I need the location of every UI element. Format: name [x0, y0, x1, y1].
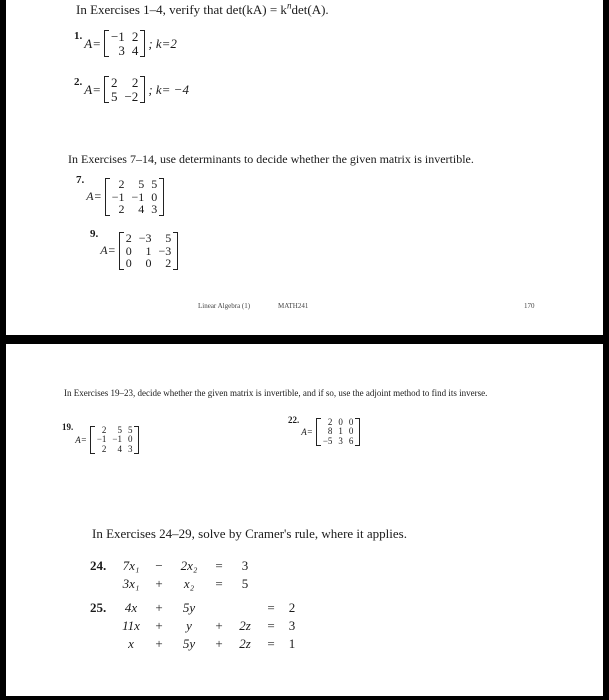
- page-number: 170: [524, 302, 535, 310]
- matrix-cell: 5: [110, 88, 118, 104]
- matrix-variable: A=: [84, 35, 101, 51]
- matrix-variable: A=: [86, 189, 102, 204]
- matrix-cell: 4: [138, 202, 145, 217]
- matrix-variable: A=: [75, 435, 87, 446]
- exercise-label: 1.: [74, 29, 83, 42]
- exercise-7: [76, 173, 167, 217]
- exercise-2: [74, 76, 189, 103]
- equation-term: 2z: [239, 636, 251, 651]
- equation-constant: 3: [241, 558, 249, 573]
- matrix: [104, 30, 145, 57]
- matrix-cell: 0: [338, 417, 343, 427]
- equation-term: x₂: [183, 576, 195, 591]
- k-value: ; k=2: [148, 35, 177, 51]
- exercise-1: [74, 30, 177, 57]
- matrix-cell: 2: [101, 425, 107, 435]
- equation-equals: =: [215, 576, 223, 591]
- instruction-tail: det(A).: [291, 2, 329, 17]
- matrix: [104, 76, 145, 103]
- instruction-exercises-1-4: [76, 2, 329, 18]
- equation-term: 2x₂: [180, 558, 198, 573]
- equation-constant: 1: [288, 636, 296, 651]
- matrix: [119, 232, 179, 270]
- matrix-cell: −2: [124, 88, 139, 104]
- exercise-label: 7.: [76, 173, 85, 186]
- textbook-page-bottom: [6, 344, 603, 696]
- equation-constant: 5: [241, 576, 249, 591]
- matrix-cell: 0: [127, 434, 133, 445]
- matrix-variable: A=: [100, 243, 116, 258]
- matrix-cell: −1: [111, 189, 125, 204]
- equation-term: 5y: [182, 636, 196, 651]
- matrix-variable: A=: [301, 427, 313, 438]
- matrix-cell: 0: [348, 426, 354, 437]
- k-value: ; k= −4: [148, 81, 189, 97]
- matrix-cell: 8: [327, 426, 333, 437]
- equation-operator: +: [155, 576, 163, 591]
- equation-operator: +: [155, 600, 163, 615]
- exercise-label: 2.: [74, 75, 83, 88]
- matrix: [105, 178, 165, 216]
- equation-term: 5y: [182, 600, 196, 615]
- exercise-label: 22.: [288, 415, 300, 426]
- equation-operator: +: [155, 618, 163, 633]
- equation-term: 7x₁: [122, 558, 140, 573]
- equation-term: 3x₁: [122, 576, 140, 591]
- matrix-cell: 1: [145, 243, 152, 258]
- exercise-22: [288, 415, 363, 446]
- matrix-cell: 1: [338, 426, 343, 437]
- matrix-cell: 2: [101, 443, 107, 454]
- matrix-cell: 2: [118, 202, 125, 217]
- matrix-cell: 0: [145, 256, 152, 271]
- instruction-exercises-24-29: In Exercises 24–29, solve by Cramer's rule, where it applies.: [92, 526, 407, 541]
- matrix-cell: 5: [138, 177, 145, 191]
- equation-equals: =: [267, 618, 275, 633]
- matrix-cell: 3: [118, 42, 125, 58]
- footer-course-name: Linear Algebra (1): [198, 302, 251, 310]
- matrix-cell: −3: [158, 243, 172, 258]
- instruction-text: In Exercises 1–4, verify that det(kA) = k: [76, 2, 287, 17]
- matrix-cell: −1: [112, 434, 122, 445]
- textbook-page-top: [6, 0, 603, 335]
- matrix-cell: 6: [348, 435, 354, 446]
- matrix: [90, 426, 140, 454]
- matrix-cell: 2: [118, 177, 125, 191]
- matrix-cell: 2: [131, 75, 139, 90]
- equation-term: y: [186, 618, 192, 633]
- equation-constant: 2: [288, 600, 296, 615]
- matrix-cell: −5: [322, 435, 333, 446]
- equation-term: 11x: [122, 618, 140, 633]
- matrix-cell: 0: [151, 189, 158, 204]
- equation-operator: +: [155, 636, 163, 651]
- exercise-label: 24.: [90, 558, 107, 573]
- matrix-cell: 3: [151, 202, 158, 217]
- equation-term: x: [128, 636, 134, 651]
- exercise-9: [90, 227, 181, 271]
- exercise-label: 25.: [90, 600, 107, 615]
- equation-operator: +: [215, 636, 223, 651]
- matrix-cell: 4: [131, 42, 139, 58]
- equation-constant: 3: [288, 618, 296, 633]
- matrix-cell: 3: [338, 435, 343, 446]
- matrix-cell: 2: [110, 75, 118, 90]
- exercise-label: 9.: [90, 227, 99, 240]
- equation-equals: =: [215, 558, 223, 573]
- matrix-cell: 5: [117, 425, 122, 435]
- equation-term: 4x: [124, 600, 138, 615]
- equation-equals: =: [267, 600, 275, 615]
- matrix: [316, 418, 361, 446]
- matrix-cell: 0: [348, 417, 354, 427]
- equation-operator: +: [215, 618, 223, 633]
- exercise-19: [62, 422, 142, 454]
- matrix-variable: A=: [84, 81, 101, 97]
- matrix-cell: −1: [96, 434, 107, 445]
- matrix-cell: 5: [127, 425, 133, 435]
- matrix-cell: 5: [165, 231, 172, 245]
- exercise-24: [90, 558, 318, 592]
- matrix-cell: −3: [138, 231, 152, 245]
- instruction-exercises-7-14: In Exercises 7–14, use determinants to decide whether the given matrix is invertible.: [68, 152, 474, 166]
- matrix-cell: 4: [117, 443, 122, 454]
- matrix-cell: 5: [151, 177, 158, 191]
- equation-operator: −: [155, 558, 163, 573]
- equation-term: 2z: [239, 618, 251, 633]
- instruction-exercises-19-23: In Exercises 19–23, decide whether the given matrix is invertible, and if so, use the adjoint method to find its inverse.: [64, 388, 488, 398]
- equation-equals: =: [267, 636, 275, 651]
- exercise-25: [90, 600, 318, 652]
- matrix-cell: 2: [165, 256, 172, 271]
- matrix-cell: −1: [110, 29, 125, 44]
- matrix-cell: 2: [131, 29, 139, 44]
- matrix-cell: 0: [125, 243, 132, 258]
- matrix-cell: −1: [131, 189, 145, 204]
- matrix-cell: 2: [327, 417, 333, 427]
- exercise-label: 19.: [62, 422, 74, 433]
- matrix-cell: 0: [125, 256, 132, 271]
- exponent-n: n: [286, 0, 292, 11]
- matrix-cell: 2: [125, 231, 132, 245]
- matrix-cell: 3: [127, 443, 133, 454]
- footer-course-code: MATH241: [278, 302, 309, 310]
